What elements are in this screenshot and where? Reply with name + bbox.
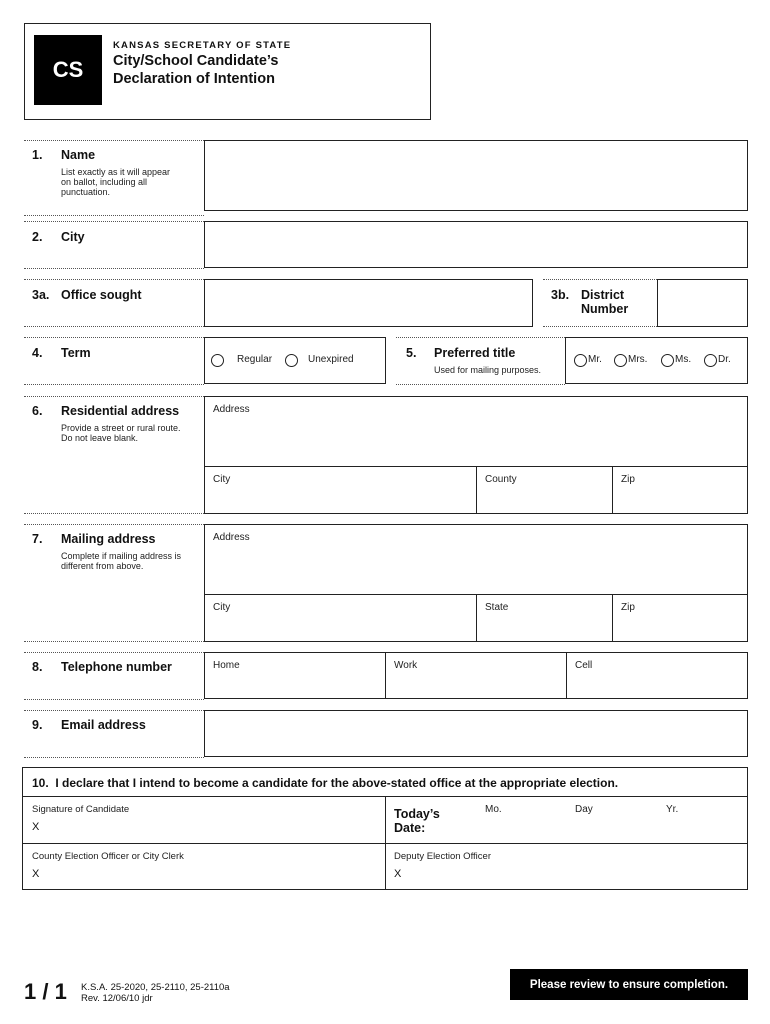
deputy-officer-label: Deputy Election Officer: [394, 851, 491, 862]
name-hint-1: List exactly as it will appear: [61, 167, 171, 177]
office-label: Office sought: [61, 288, 142, 302]
divider: [24, 268, 204, 269]
title-hint: Used for mailing purposes.: [434, 365, 542, 375]
residential-col-divider: [612, 466, 613, 514]
divider: [24, 757, 204, 758]
date-label-2: Date:: [394, 821, 426, 835]
residential-county-field[interactable]: County: [485, 474, 517, 485]
mailing-hint-2: different from above.: [61, 561, 144, 571]
city-label: City: [61, 230, 85, 244]
revision-text: Rev. 12/06/10 jdr: [81, 993, 153, 1004]
email-input[interactable]: [204, 710, 748, 757]
divider: [543, 279, 657, 280]
declaration-col-divider: [385, 796, 386, 890]
divider: [24, 337, 204, 338]
mailing-hint-1: Complete if mailing address is: [61, 551, 182, 561]
term-unexpired-radio[interactable]: [285, 354, 298, 367]
phone-box: [204, 652, 748, 699]
signature-field[interactable]: X: [32, 821, 40, 833]
mailing-state-field[interactable]: State: [485, 602, 509, 613]
title-mr-label: Mr.: [588, 354, 602, 365]
title-number: 5.: [406, 346, 417, 360]
mailing-col-divider: [612, 594, 613, 642]
divider: [24, 396, 204, 397]
divider: [24, 384, 204, 385]
residential-zip-field[interactable]: Zip: [621, 474, 635, 485]
residential-number: 6.: [32, 404, 43, 418]
district-label-1: District: [581, 288, 625, 302]
term-regular-radio[interactable]: [211, 354, 224, 367]
phone-home-field[interactable]: Home: [213, 660, 240, 671]
title-mr-radio[interactable]: [574, 354, 587, 367]
mailing-zip-field[interactable]: Zip: [621, 602, 635, 613]
divider: [24, 710, 204, 711]
city-number: 2.: [32, 230, 43, 244]
cs-logo: CS: [34, 35, 102, 105]
term-regular-label: Regular: [237, 354, 273, 365]
phone-number: 8.: [32, 660, 43, 674]
divider: [24, 513, 204, 514]
district-number: 3b.: [551, 288, 570, 302]
date-label-1: Today’s: [394, 807, 440, 821]
office-input[interactable]: [204, 279, 533, 327]
name-hint-3: punctuation.: [61, 187, 111, 197]
mailing-address-field[interactable]: Address: [213, 532, 250, 543]
divider: [24, 652, 204, 653]
agency-name: KANSAS SECRETARY OF STATE: [113, 40, 292, 51]
residential-city-field[interactable]: City: [213, 474, 231, 485]
title-dr-radio[interactable]: [704, 354, 717, 367]
signature-label: Signature of Candidate: [32, 804, 130, 815]
phone-col-divider: [566, 652, 567, 699]
term-unexpired-label: Unexpired: [308, 354, 354, 365]
residential-hint-2: Do not leave blank.: [61, 433, 139, 443]
county-officer-field[interactable]: X: [32, 868, 40, 880]
residential-label: Residential address: [61, 404, 180, 418]
deputy-officer-field[interactable]: X: [394, 868, 402, 880]
mailing-label: Mailing address: [61, 532, 156, 546]
district-input[interactable]: [657, 279, 748, 327]
divider: [24, 524, 204, 525]
name-input[interactable]: [204, 140, 748, 211]
email-number: 9.: [32, 718, 43, 732]
divider: [396, 384, 565, 385]
divider: [24, 279, 204, 280]
residential-address-field[interactable]: Address: [213, 404, 250, 415]
statute-text: K.S.A. 25-2020, 25-2110, 25-2110a: [81, 982, 230, 993]
mailing-city-field[interactable]: City: [213, 602, 231, 613]
declaration-text: 10. I declare that I intend to become a candidate for the above-stated office at the appropriate election.: [32, 776, 619, 790]
divider: [543, 326, 657, 327]
form-title-line1: City/School Candidate’s: [113, 53, 279, 69]
mailing-col-divider: [476, 594, 477, 642]
title-mrs-label: Mrs.: [628, 354, 648, 365]
name-number: 1.: [32, 148, 43, 162]
name-hint-2: on ballot, including all: [61, 177, 148, 187]
name-label: Name: [61, 148, 96, 162]
date-month-field[interactable]: Mo.: [485, 804, 502, 815]
phone-work-field[interactable]: Work: [394, 660, 418, 671]
date-year-field[interactable]: Yr.: [666, 804, 679, 815]
divider: [24, 326, 204, 327]
divider: [24, 641, 204, 642]
title-ms-label: Ms.: [675, 354, 692, 365]
mailing-number: 7.: [32, 532, 43, 546]
office-number: 3a.: [32, 288, 50, 302]
term-number: 4.: [32, 346, 43, 360]
divider: [24, 699, 204, 700]
district-label-2: Number: [581, 302, 629, 316]
residential-hint-1: Provide a street or rural route.: [61, 423, 181, 433]
review-button[interactable]: Please review to ensure completion.: [510, 969, 748, 1000]
phone-col-divider: [385, 652, 386, 699]
email-label: Email address: [61, 718, 146, 732]
title-label: Preferred title: [434, 346, 516, 360]
divider: [24, 215, 204, 216]
title-ms-radio[interactable]: [661, 354, 674, 367]
title-dr-label: Dr.: [718, 354, 731, 365]
title-mrs-radio[interactable]: [614, 354, 627, 367]
phone-label: Telephone number: [61, 660, 172, 674]
county-officer-label: County Election Officer or City Clerk: [32, 851, 184, 862]
date-day-field[interactable]: Day: [575, 804, 593, 815]
page-indicator: 1 / 1: [24, 979, 67, 1004]
phone-cell-field[interactable]: Cell: [575, 660, 593, 671]
city-input[interactable]: [204, 221, 748, 268]
residential-col-divider: [476, 466, 477, 514]
divider: [24, 140, 204, 141]
divider: [396, 337, 565, 338]
form-title-line2: Declaration of Intention: [113, 71, 275, 87]
divider: [24, 221, 204, 222]
term-label: Term: [61, 346, 91, 360]
